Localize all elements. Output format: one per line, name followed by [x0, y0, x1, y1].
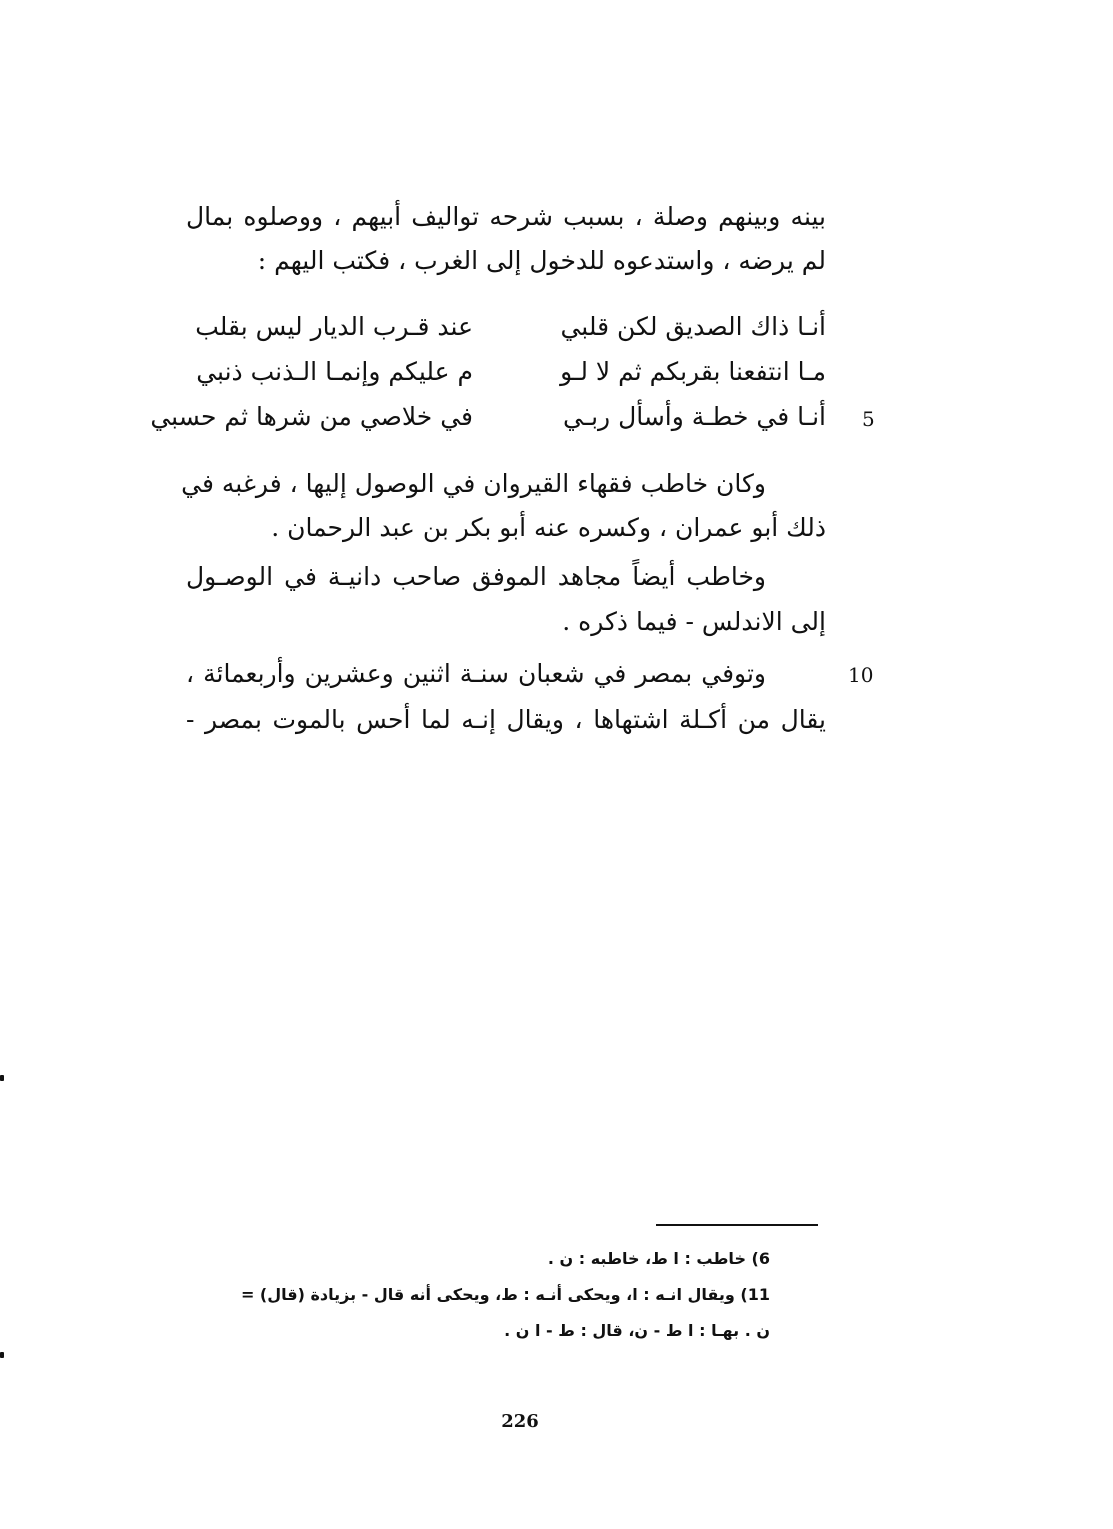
body-line: وخاطب أيضاً مجاهد الموفق صاحب دانيـة في الوصـول — [186, 562, 766, 591]
verse-first-hemistich: أنـا ذاك الصديق لكن قلبي — [560, 312, 826, 341]
verse-second-hemistich: م عليكم وإنمـا الـذنب ذنبي — [196, 357, 473, 386]
verse-first-hemistich: مـا انتفعنا بقربكم ثم لا لـو — [560, 357, 826, 386]
footnote-separator — [656, 1224, 818, 1226]
verse-second-hemistich: في خلاصي من شرها ثم حسبي — [150, 402, 473, 431]
body-line: يقال من أكـلة اشتهاها ، ويقال إنـه لما أحس بالموت بمصر - — [186, 705, 826, 734]
body-line: لم يرضه ، واستدعوه للدخول إلى الغرب ، فكتب اليهم : — [257, 246, 826, 275]
verse-first-hemistich: أنـا في خطـة وأسأل ربـي — [562, 402, 826, 431]
body-line: إلى الاندلس - فيما ذكره . — [562, 607, 826, 636]
scan-speck — [0, 1352, 4, 1358]
body-line: بينه وبينهم وصلة ، بسبب شرحه تواليف أبيهم ، ووصلوه بمال — [186, 202, 826, 231]
footnote: 11) ويقال انـه : ا، ويحكى أنـه : ط، ويحكى أنه قال - بزيادة (قال) = — [240, 1285, 770, 1304]
body-line: وتوفي بمصر في شعبان سنـة اثنين وعشرين وأربعمائة ، — [186, 659, 766, 688]
body-line: ذلك أبو عمران ، وكسره عنه أبو بكر بن عبد الرحمان . — [271, 513, 826, 542]
footnote: ن . بهـا : ا ط - ن، قال : ط - ا ن . — [504, 1321, 770, 1340]
scan-speck — [0, 1075, 4, 1081]
verse-second-hemistich: عند قـرب الديار ليس بقلب — [195, 312, 473, 341]
page-number: 226 — [501, 1411, 539, 1432]
body-line: وكان خاطب فقهاء القيروان في الوصول إليها ، فرغبه في — [181, 469, 766, 498]
line-number: 10 — [848, 663, 874, 687]
line-number: 5 — [862, 407, 875, 431]
footnote: 6) خاطب : ا ط، خاطبه : ن . — [547, 1249, 770, 1268]
